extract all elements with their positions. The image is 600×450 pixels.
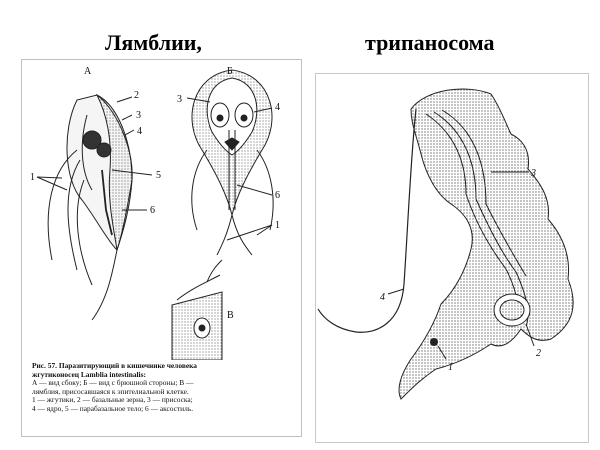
title-lamblia: Лямблии, <box>105 30 202 55</box>
caption-line: А — вид сбоку; Б — вид с брюшной стороны; В — <box>32 378 194 388</box>
trypanosoma-callout-2: 2 <box>536 348 541 359</box>
trypanosoma-drawing <box>316 74 588 442</box>
callout-5-a: 5 <box>156 170 161 181</box>
callout-2-a: 2 <box>134 90 139 101</box>
label-figure-a: А <box>84 66 92 77</box>
callout-6-a: 6 <box>150 205 155 216</box>
caption-line: лямблия, присосавшаяся к эпителиальной клетке. <box>32 386 189 396</box>
lamblia-attached-view <box>172 260 222 360</box>
caption-line: 1 — жгутики, 2 — базальные зерна, 3 — присоска; <box>32 395 193 405</box>
title-trypanosoma: трипаносома <box>365 30 495 55</box>
trypanosoma-figure-panel <box>315 73 589 443</box>
callout-4-a: 4 <box>137 126 142 137</box>
trypanosoma-callout-4: 4 <box>380 292 385 303</box>
lamblia-side-view <box>37 95 152 320</box>
lamblia-ventral-view <box>187 70 273 255</box>
trypanosoma-callout-1: 1 <box>448 362 453 373</box>
caption-title-line2: жгутиконосец Lamblia intestinalis: <box>32 369 146 379</box>
kinetoplast <box>431 339 438 346</box>
label-figure-c: В <box>227 310 234 321</box>
caption-title-line1: Рис. 57. Паразитирующий в кишечнике человека <box>32 361 197 370</box>
callout-4-b: 4 <box>275 102 280 113</box>
flagellum <box>318 109 416 332</box>
callout-1-a: 1 <box>30 172 35 183</box>
callout-3-b: 3 <box>177 94 182 105</box>
lamblia-caption <box>32 362 294 414</box>
trypanosoma-callout-3: 3 <box>531 168 536 179</box>
lamblia-figure-panel <box>21 59 302 437</box>
undulating-membrane <box>399 89 573 399</box>
callout-1-b: 1 <box>275 220 280 231</box>
callout-6-b: 6 <box>275 190 280 201</box>
label-figure-b: Б <box>227 66 233 77</box>
lamblia-drawing <box>22 60 301 360</box>
caption-line: 4 — ядро, 5 — парабазальное тело; 6 — аксостиль. <box>32 403 194 413</box>
callout-3-a: 3 <box>136 110 141 121</box>
